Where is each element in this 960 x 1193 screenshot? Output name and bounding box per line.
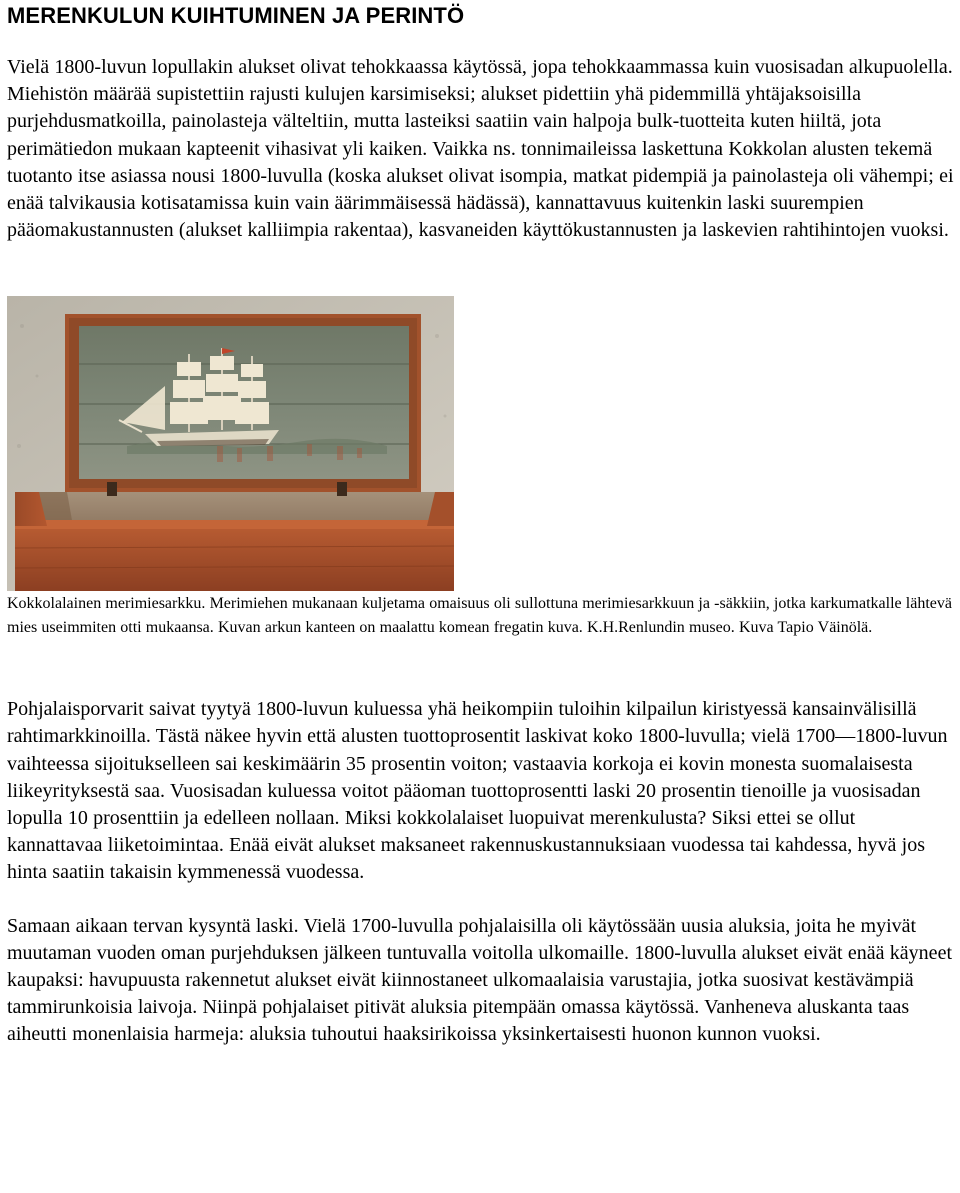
document-page <box>7 0 955 1049</box>
second-paragraph: Pohjalaisporvarit saivat tyytyä 1800-luvun kuluessa yhä heikompiin tuloihin kilpailun kiristyessä kansainvälisillä rahtimarkkinoilla. Tästä näkee hyvin että alusten tuottoprosentit laskivat koko 1800-luvulla; vielä 1700—1800-luvun vaihteessa sijoitukselleen sai keskimäärin 35 prosentin voiton; vastaavia korkoja ei kovin monesta suomalaisesta liikeyrityksestä saa. Vuosisadan kuluessa voitot pääoman tuottoprosentti laski 20 prosentin tienoille ja vuosisadan lopulla 10 prosenttiin ja edelleen nollaan. Miksi kokkolalaiset luopuivat merenkulusta? Siksi ettei se ollut kannattavaa liiketoimintaa. Enää eivät alukset maksaneet rakennuskustannuksiaan vuodessa tai kahdessa, hyvä jos hinta saatiin takaisin kymmenessä vuodessa. <box>7 698 948 884</box>
figure <box>7 296 955 639</box>
intro-paragraph: Vielä 1800-luvun lopullakin alukset olivat tehokkaassa käytössä, jopa tehokkaammassa kuin vuosisadan alkupuolella. Miehistön määrää supistettiin rajusti kulujen karsimiseksi; alukset pidettiin yhä pidemmillä yhtäjaksoisilla purjehdusmatkoilla, painolasteja välteltiin, mutta lasteiksi saatiin vain halpoja bulk-tuotteita kuten hiiltä, jota perimätiedon mukaan kapteenit vihasivat yli kaiken. Vaikka ns. tonnimaileissa laskettuna Kokkolan alusten tekemä tuotanto itse asiassa nousi 1800-luvulla (koska alukset olivat isompia, matkat pidempiä ja painolasteja oli vähempi; ei enää talvikausia kotisatamissa kuin vain äärimmäisessä hädässä), kannattavuus kuitenkin laski suurempien pääomakustannusten (alukset kalliimpia rakentaa), kasvaneiden käyttökustannusten ja laskevien rahtihintojen vuoksi. <box>7 56 954 242</box>
page-title: MERENKULUN KUIHTUMINEN JA PERINTÖ <box>7 3 465 28</box>
sea-chest-photo <box>7 296 454 591</box>
figure-caption: Kokkolalainen merimiesarkku. Merimiehen mukanaan kuljetama omaisuus oli sullottuna merimiesarkkuun ja -säkkiin, jotka karkumatkalle lähtevä mies useimmiten otti mukaansa. Kuvan arkun kanteen on maalattu komean fregatin kuva. K.H.Renlundin museo. Kuva Tapio Väinölä. <box>7 595 953 636</box>
third-paragraph: Samaan aikaan tervan kysyntä laski. Vielä 1700-luvulla pohjalaisilla oli käytössään uusia aluksia, joita he myivät muutaman vuoden oman purjehduksen jälkeen tuntuvalla voitolla ulkomaille. 1800-luvulla alukset eivät enää käyneet kaupaksi: havupuusta rakennetut alukset eivät kiinnostaneet ulkomaalaisia varustajia, jotka suosivat kestävämpiä tammirunkoisia laivoja. Niinpä pohjalaiset pitivät aluksia pitempään omassa käytössä. Vanheneva aluskanta taas aiheutti monenlaisia harmeja: aluksia tuhoutui haaksirikoissa yksinkertaisesti huonon kunnon vuoksi. <box>7 914 952 1046</box>
